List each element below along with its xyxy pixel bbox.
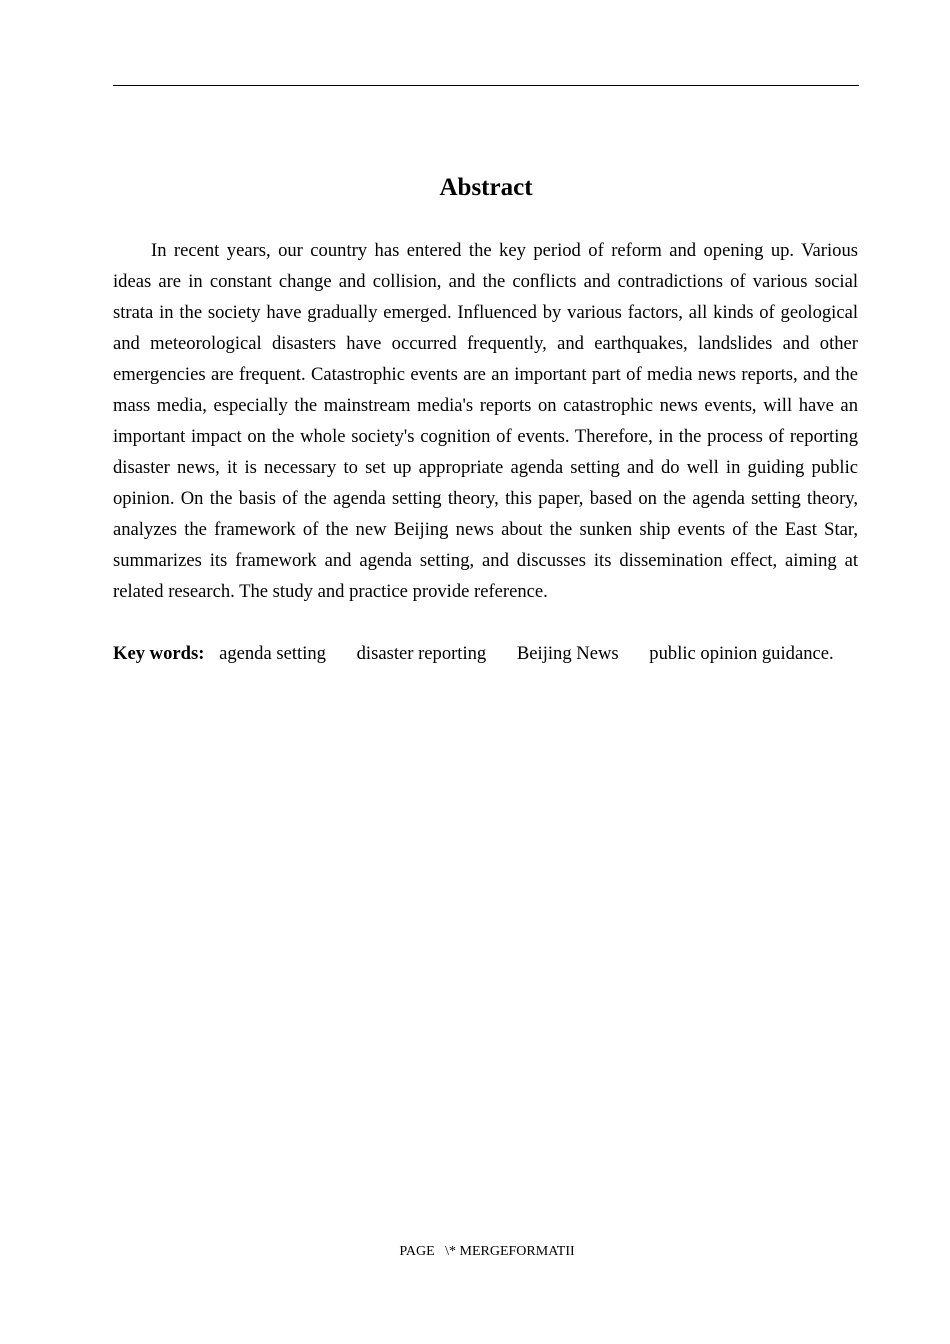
keyword-item: disaster reporting [356, 643, 487, 664]
abstract-body: In recent years, our country has entered the key period of reform and opening up. Various ideas are in constant change and collision, and the conflicts and contradictions of various social strata in the society have gradually emerged. Influenced by various factors, all kinds of geological and meteorological disasters have occurred frequently, and earthquakes, landslides and other emergencies are frequent. Catastrophic events are an important part of media news reports, and the mass media, especially the mainstream media's reports on catastrophic news events, will have an important impact on the whole society's cognition of events. Therefore, in the process of reporting disaster news, it is necessary to set up appropriate agenda setting and do well in guiding public opinion. On the basis of the agenda setting theory, this paper, based on the agenda setting theory, analyzes the framework of the new Beijing news about the sunken ship events of the East Star, summarizes its framework and agenda setting, and discusses its dissemination effect, aiming at related research. The study and practice provide reference. [113, 240, 858, 602]
keywords-line [113, 638, 873, 669]
keyword-item: public opinion guidance. [649, 643, 834, 664]
keywords-label: Key words: [113, 643, 205, 664]
page-title: Abstract [439, 174, 533, 201]
keyword-item: agenda setting [219, 643, 326, 664]
header-rule [113, 85, 859, 86]
keyword-item: Beijing News [516, 643, 619, 664]
page-footer: PAGE \* MERGEFORMATII [399, 1244, 575, 1259]
